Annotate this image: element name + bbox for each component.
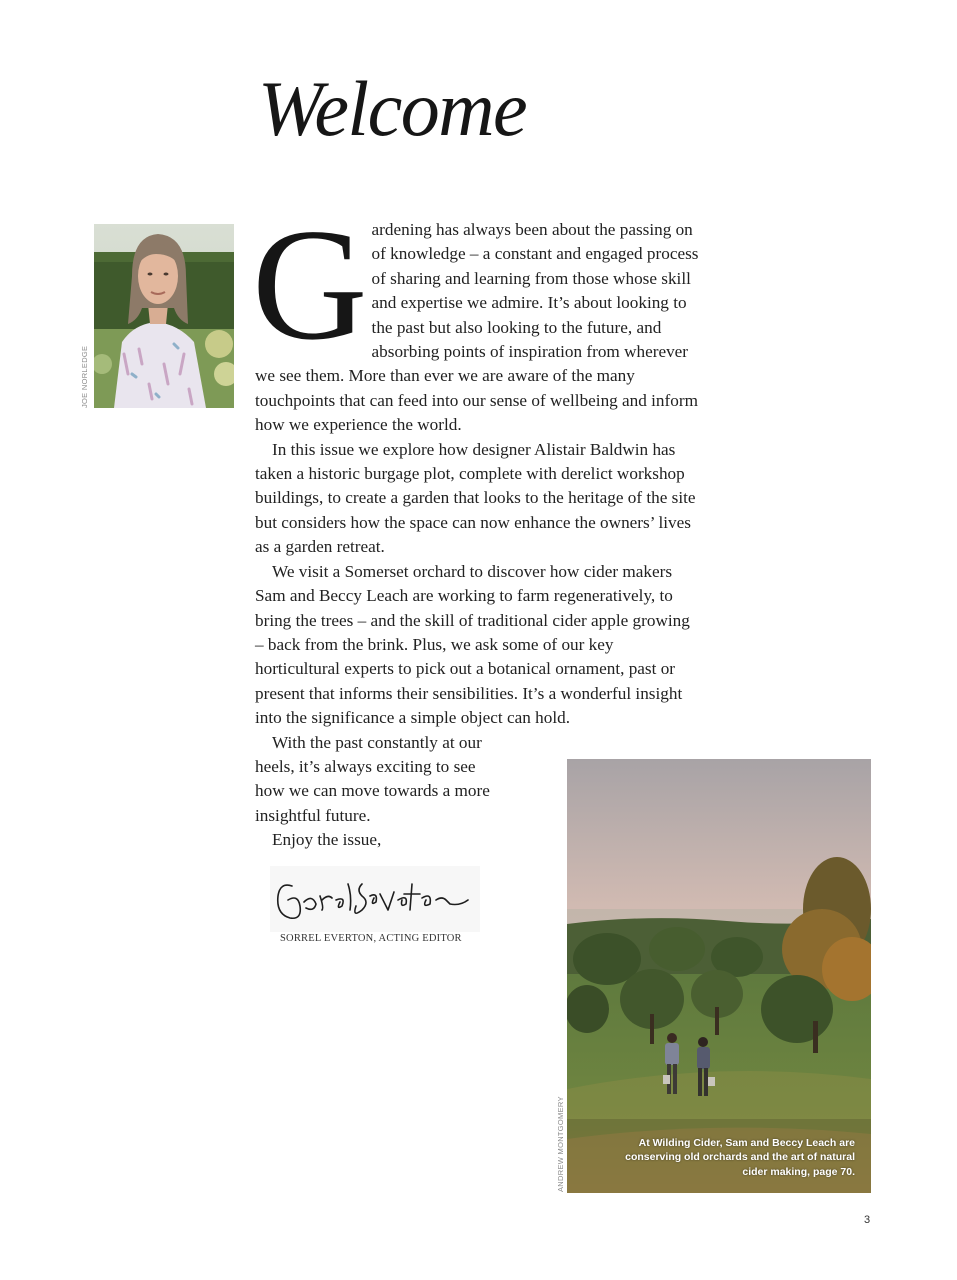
editor-signature [270,866,480,932]
letter-sign-off: Enjoy the issue, [272,830,382,850]
letter-paragraph: With the past constantly at our heels, it’s always exciting to see how we can move towards a more insightful future. [255,732,490,825]
orchard-photo-credit: ANDREW MONTGOMERY [556,1096,565,1192]
editor-portrait-photo [94,224,234,408]
letter-paragraph: In this issue we explore how designer Alistair Baldwin has taken a historic burgage plot, complete with derelict workshop buildings, to create a garden that looks to the heritage of the site but considers how the space can now enhance the owners’ lives as a garden retreat. [255,439,696,557]
editor-letter [252,195,700,853]
letter-paragraph: ardening has always been about the passing on of knowledge – a constant and engaged process of sharing and learning from those whose skill and expertise we admire. It’s about looking to the past but also looking to the future, and absorbing points of inspiration from wherever we see them. More than ever we are aware of the many touchpoints that can feed into our sense of wellbeing and inform how we experience the world. [255,220,699,435]
page-number: 3 [864,1214,871,1226]
letter-paragraph: We visit a Somerset orchard to discover how cider makers Sam and Beccy Leach are working to farm regeneratively, to bring the trees – and the skill of traditional cider apple growing – back from the brink. Plus, we ask some of our key horticultural experts to pick out a botanical ornament, past or present that informs their sensibilities. It’s a wonderful insight into the significance a simple object can hold. [255,561,690,728]
drop-cap: G [252,195,368,373]
portrait-photo-credit: JOE NORLEDGE [80,345,89,408]
editor-name: SORREL EVERTON, ACTING EDITOR [280,933,462,944]
page-title: Welcome [258,65,527,152]
orchard-photo [567,759,871,1193]
photo-caption: At Wilding Cider, Sam and Beccy Leach are conserving old orchards and the art of natural cider making, page 70. [625,1136,855,1178]
